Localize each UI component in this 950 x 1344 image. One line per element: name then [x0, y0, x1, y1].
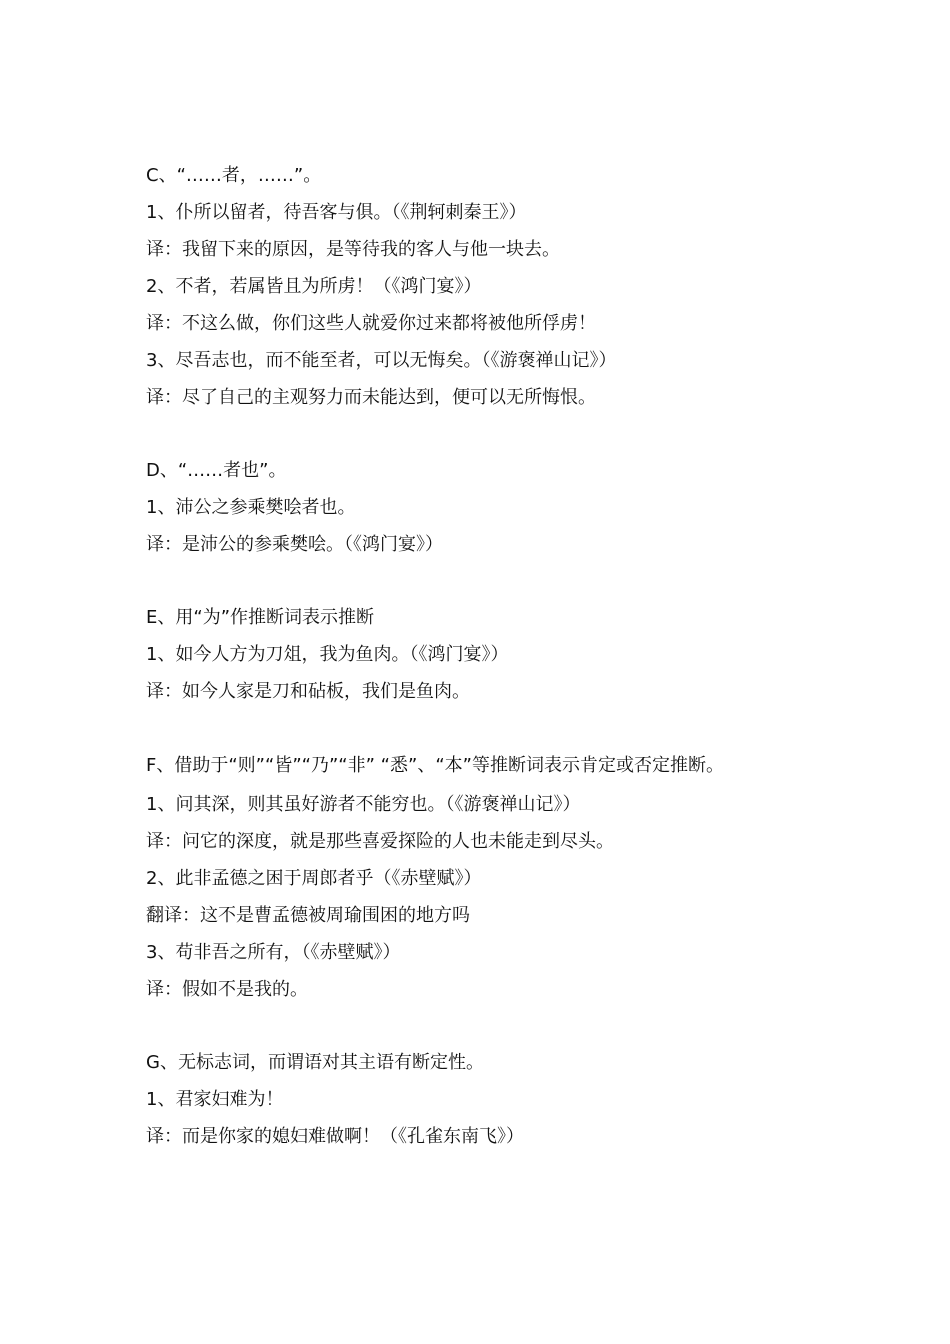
section-f	[146, 746, 826, 1008]
translation-line: 译：不这么做，你们这些人就爱你过来都将被他所俘虏！	[146, 313, 596, 334]
translation-line: 译：而是你家的媳妇难做啊！（《孔雀东南飞》）	[146, 1126, 524, 1147]
example-line: 3、苟非吾之所有，（《赤壁赋》）	[146, 942, 401, 963]
example-line: 1、沛公之参乘樊哙者也。	[146, 497, 356, 518]
translation-line: 译：是沛公的参乘樊哙。（《鸿门宴》）	[146, 534, 443, 555]
section-g	[146, 1044, 826, 1155]
translation-line: 译：我留下来的原因，是等待我的客人与他一块去。	[146, 239, 560, 260]
example-line: 1、仆所以留者，待吾客与俱。（《荆轲刺秦王》）	[146, 202, 527, 223]
section-heading: C、“……者，……”。	[146, 165, 322, 186]
section-d	[146, 452, 826, 563]
example-line: 1、问其深，则其虽好游者不能穷也。（《游褒禅山记》）	[146, 794, 581, 815]
example-line: 2、不者，若属皆且为所虏！（《鸿门宴》）	[146, 276, 482, 297]
translation-line: 翻译：这不是曹孟德被周瑜围困的地方吗	[146, 905, 470, 926]
document-body	[146, 157, 826, 1155]
translation-line: 译：假如不是我的。	[146, 979, 308, 1000]
section-gap	[146, 1008, 826, 1044]
section-heading: G、无标志词，而谓语对其主语有断定性。	[146, 1052, 484, 1073]
section-e	[146, 599, 826, 710]
section-heading: F、借助于“则”“皆”“乃”“非” “悉”、“本”等推断词表示肯定或否定推断。	[146, 755, 724, 776]
translation-line: 译：如今人家是刀和砧板，我们是鱼肉。	[146, 681, 470, 702]
section-heading: E、用“为”作推断词表示推断	[146, 607, 375, 628]
section-gap	[146, 416, 826, 452]
section-heading: D、“……者也”。	[146, 460, 287, 481]
example-line: 2、此非孟德之困于周郎者乎（《赤壁赋》）	[146, 868, 482, 889]
example-line: 3、尽吾志也，而不能至者，可以无悔矣。（《游褒禅山记》）	[146, 350, 617, 371]
translation-line: 译：尽了自己的主观努力而未能达到，便可以无所悔恨。	[146, 387, 596, 408]
translation-line: 译：问它的深度，就是那些喜爱探险的人也未能走到尽头。	[146, 831, 614, 852]
example-line: 1、如今人方为刀俎，我为鱼肉。（《鸿门宴》）	[146, 644, 509, 665]
section-c	[146, 157, 826, 416]
example-line: 1、君家妇难为！	[146, 1089, 284, 1110]
section-gap	[146, 563, 826, 599]
section-gap	[146, 710, 826, 746]
